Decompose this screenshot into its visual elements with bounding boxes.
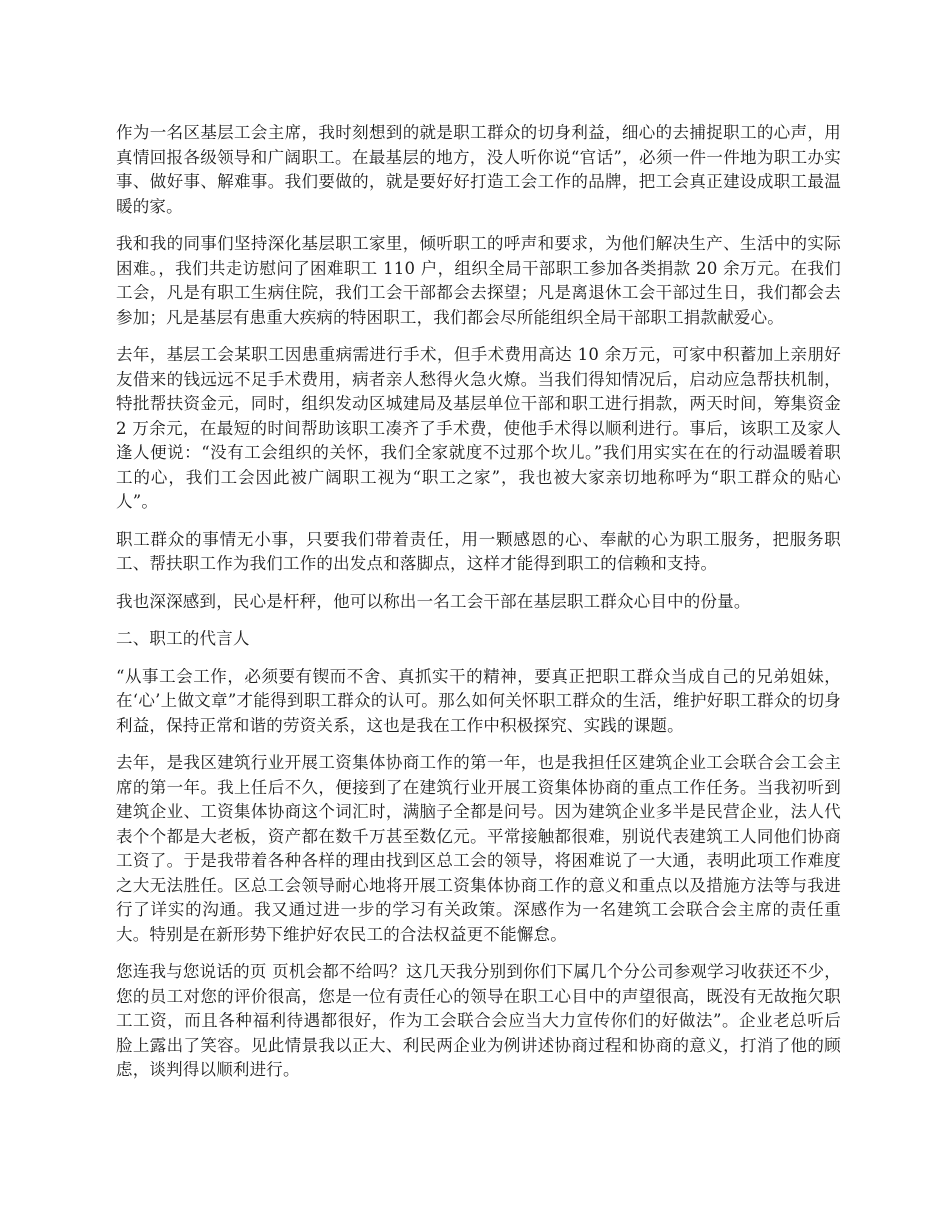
paragraph-1: 作为一名区基层工会主席，我时刻想到的就是职工群众的切身利益，细心的去捕捉职工的心声，用真情回报各级领导和广阔职工。在最基层的地方，没人听你说“官话”，必须一件一件地为职工办实事、做好事、解难事。我们要做的，就是要好好打造工会工作的品牌，把工会真正建设成职工最温暖的家。 xyxy=(116,123,841,216)
paragraph-2: 我和我的同事们坚持深化基层职工家里，倾听职工的呼声和要求，为他们解决生产、生活中的实际困难。，我们共走访慰问了困难职工 110 户，组织全局干部职工参加各类捐款 20 余万元。在我们工会，凡是有职工生病住院，我们工会干部都会去探望；凡是离退休工会干部过生日，我们都会去参加；凡是基层有患重大疾病的特困职工，我们都会尽所能组织全局干部职工捐款献爱心。 xyxy=(116,234,841,327)
paragraph-4: 职工群众的事情无小事，只要我们带着责任，用一颗感恩的心、奉献的心为职工服务，把服务职工、帮扶职工作为我们工作的出发点和落脚点，这样才能得到职工的信赖和支持。 xyxy=(116,529,841,573)
paragraph-3: 去年，基层工会某职工因患重病需进行手术，但手术费用高达 10 余万元，可家中积蓄加上亲朋好友借来的钱远远不足手术费用，病者亲人愁得火急火燎。当我们得知情况后，启动应急帮扶机制，特批帮扶资金元，同时，组织发动区城建局及基层单位干部和职工进行捐款，两天时间，筹集资金 2 万余元，在最短的时间帮助该职工凑齐了手术费，使他手术得以顺利进行。事后，该职工及家人逢人便说：“没有工会组织的关怀，我们全家就度不过那个坎儿。”我们用实实在在的行动温暖着职工的心，我们工会因此被广阔职工视为“职工之家”，我也被大家亲切地称呼为“职工群众的贴心人”。 xyxy=(116,345,841,511)
paragraph-5: 我也深深感到，民心是杆秤，他可以称出一名工会干部在基层职工群众心目中的份量。 xyxy=(116,591,751,611)
paragraph-7: 去年，是我区建筑行业开展工资集体协商工作的第一年，也是我担任区建筑企业工会联合会工会主席的第一年。我上任后不久，便接到了在建筑行业开展工资集体协商的重点工作任务。当我初听到建筑企业、工资集体协商这个词汇时，满脑子全都是问号。因为建筑企业多半是民营企业，法人代表个个都是大老板，资产都在数千万甚至数亿元。平常接触都很难，别说代表建筑工人同他们协商工资了。于是我带着各种各样的理由找到区总工会的领导，将困难说了一大通，表明此项工作难度之大无法胜任。区总工会领导耐心地将开展工资集体协商工作的意义和重点以及措施方法等与我进行了详实的沟通。我又通过进一步的学习有关政策。深感作为一名建筑工会联合会主席的责任重大。特别是在新形势下维护好农民工的合法权益更不能懈怠。 xyxy=(116,753,841,944)
section-heading: 二、职工的代言人 xyxy=(116,629,250,648)
paragraph-8: 您连我与您说话的页 页机会都不给吗？这几天我分别到你们下属几个分公司参观学习收获还不少，您的员工对您的评价很高，您是一位有责任心的领导在职工心目中的声望很高，既没有无故拖欠职工工资，而且各种福利待遇都很好，作为工会联合会应当大力宣传你们的好做法”。企业老总听后脸上露出了笑容。见此情景我以正大、利民两企业为例讲述协商过程和协商的意义，打消了他的顾虑，谈判得以顺利进行。 xyxy=(116,962,841,1079)
paragraph-6: “从事工会工作，必须要有锲而不舍、真抓实干的精神，要真正把职工群众当成自己的兄弟姐妹，在‘心’上做文章”才能得到职工群众的认可。那么如何关怀职工群众的生活，维护好职工群众的切身利益，保持正常和谐的劳资关系，这也是我在工作中积极探究、实践的课题。 xyxy=(116,666,841,735)
document-page xyxy=(116,121,841,1096)
